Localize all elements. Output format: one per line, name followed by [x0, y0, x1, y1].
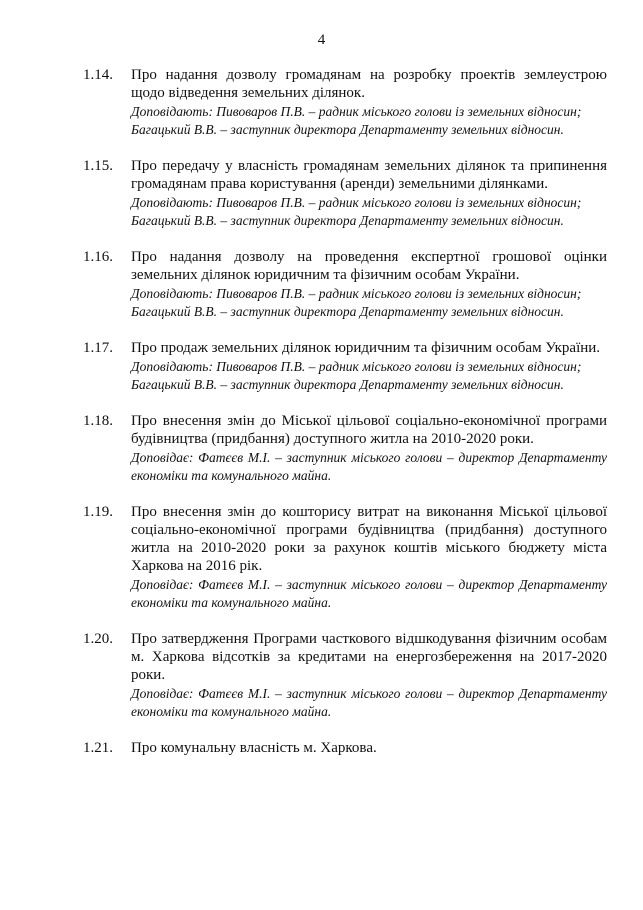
- agenda-item-title: Про затвердження Програми часткового відшкодування фізичним особам м. Харкова відсотків за кредитами на енергозбереження на 2017-2020 роки.: [131, 631, 607, 683]
- agenda-item-title: Про внесення змін до Міської цільової соціально-економічної програми будівництва (придбання) доступного житла на 2010-2020 роки.: [131, 413, 607, 447]
- agenda-item-speaker: Багацький В.В. – заступник директора Департаменту земельних відносин.: [131, 121, 564, 137]
- agenda-item-number: 1.19.: [83, 504, 113, 520]
- agenda-item-number: 1.21.: [83, 740, 113, 756]
- agenda-item-speaker: Багацький В.В. – заступник директора Департаменту земельних відносин.: [131, 303, 564, 319]
- agenda-item-content: [131, 248, 607, 320]
- agenda-item: [83, 503, 607, 611]
- agenda-item-content: [131, 739, 607, 757]
- agenda-item-number: 1.18.: [83, 413, 113, 429]
- agenda-item-content: [131, 412, 607, 484]
- agenda-item-number: 1.17.: [83, 340, 113, 356]
- agenda-item-speaker: Багацький В.В. – заступник директора Департаменту земельних відносин.: [131, 212, 564, 228]
- agenda-list: [83, 66, 607, 776]
- page-number: 4: [317, 32, 326, 48]
- agenda-item-number: 1.16.: [83, 249, 113, 265]
- agenda-item: [83, 739, 607, 757]
- agenda-item-speaker: Доповідає: Фатєєв М.І. – заступник міського голови – директор Департаменту економіки та комунального майна.: [131, 450, 607, 483]
- agenda-item-title: Про передачу у власність громадянам земельних ділянок та припинення громадянам права користування (аренди) земельними ділянками.: [131, 158, 607, 192]
- agenda-item: [83, 630, 607, 720]
- agenda-item-content: [131, 503, 607, 611]
- agenda-item-content: [131, 157, 607, 229]
- agenda-item-speaker: Доповідає: Фатєєв М.І. – заступник міського голови – директор Департаменту економіки та комунального майна.: [131, 686, 607, 719]
- agenda-item-title: Про внесення змін до кошторису витрат на виконання Міської цільової соціально-економічної програми будівництва (придбання) доступного житла на 2010-2020 роки за рахунок коштів міського бюджету міста Харкова на 2016 рік.: [131, 504, 607, 574]
- agenda-item-title: Про продаж земельних ділянок юридичним та фізичним особам України.: [131, 340, 601, 356]
- agenda-item-speaker: Доповідають: Пивоваров П.В. – радник міського голови із земельних відносин;: [131, 195, 582, 210]
- agenda-item-title: Про надання дозволу на проведення експертної грошової оцінки земельних ділянок юридичним та фізичним особам України.: [131, 249, 607, 283]
- agenda-item-title: Про надання дозволу громадянам на розробку проектів землеустрою щодо відведення земельних ділянок.: [131, 67, 607, 101]
- agenda-item-speaker: Багацький В.В. – заступник директора Департаменту земельних відносин.: [131, 376, 564, 392]
- agenda-item-content: [131, 630, 607, 720]
- agenda-item-content: [131, 66, 607, 138]
- agenda-item: [83, 412, 607, 484]
- agenda-item: [83, 66, 607, 138]
- agenda-item-speaker: Доповідають: Пивоваров П.В. – радник міського голови із земельних відносин;: [131, 104, 582, 119]
- agenda-item: [83, 339, 607, 393]
- agenda-item: [83, 157, 607, 229]
- agenda-item: [83, 248, 607, 320]
- agenda-item-number: 1.15.: [83, 158, 113, 174]
- agenda-item-speaker: Доповідають: Пивоваров П.В. – радник міського голови із земельних відносин;: [131, 286, 582, 301]
- agenda-item-title: Про комунальну власність м. Харкова.: [131, 740, 377, 756]
- agenda-item-content: [131, 339, 607, 393]
- agenda-item-speaker: Доповідають: Пивоваров П.В. – радник міського голови із земельних відносин;: [131, 359, 582, 374]
- agenda-item-number: 1.14.: [83, 67, 113, 83]
- agenda-item-speaker: Доповідає: Фатєєв М.І. – заступник міського голови – директор Департаменту економіки та комунального майна.: [131, 577, 607, 610]
- agenda-item-number: 1.20.: [83, 631, 113, 647]
